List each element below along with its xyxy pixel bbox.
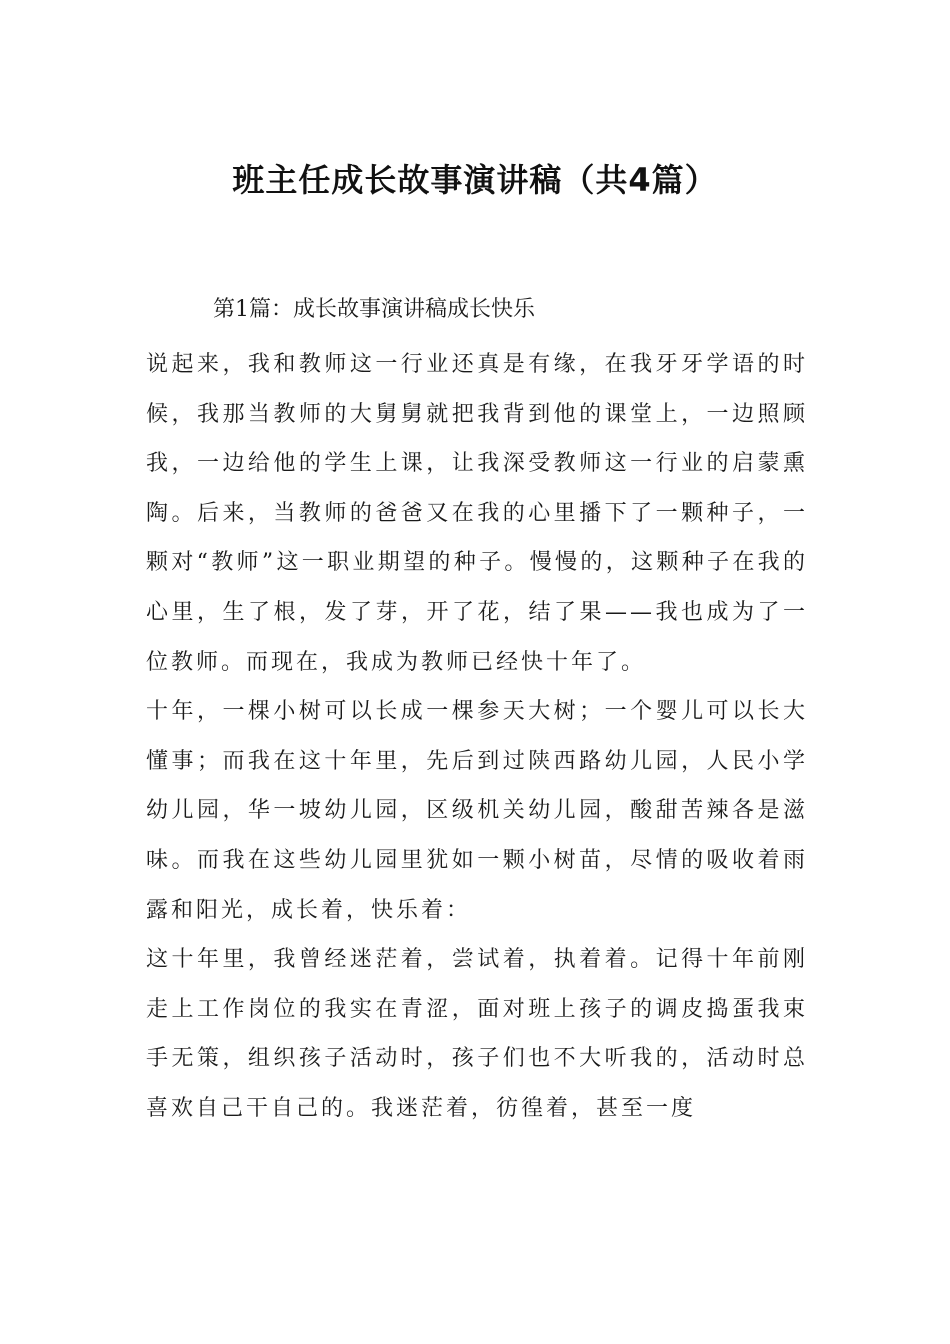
body-paragraph: 这十年里，我曾经迷茫着，尝试着，执着着。记得十年前刚走上工作岗位的我实在青涩，面对班上孩子的调皮捣蛋我束手无策，组织孩子活动时，孩子们也不大听我的，活动时总喜欢自己干自己的。我迷茫着，彷徨着，甚至一度 bbox=[146, 947, 808, 1121]
document-title: 班主任成长故事演讲稿（共4篇） bbox=[232, 161, 718, 199]
document-body bbox=[146, 340, 808, 1134]
section-heading: 第1篇：成长故事演讲稿成长快乐 bbox=[213, 297, 535, 322]
body-paragraph: 十年，一棵小树可以长成一棵参天大树；一个婴儿可以长大懂事；而我在这十年里，先后到过陕西路幼儿园，人民小学幼儿园，华一坡幼儿园，区级机关幼儿园，酸甜苦辣各是滋味。而我在这些幼儿园里犹如一颗小树苗，尽情的吸收着雨露和阳光，成长着，快乐着： bbox=[146, 699, 808, 923]
body-paragraph: 说起来，我和教师这一行业还真是有缘，在我牙牙学语的时候，我那当教师的大舅舅就把我背到他的课堂上，一边照顾我，一边给他的学生上课，让我深受教师这一行业的启蒙熏陶。后来，当教师的爸爸又在我的心里播下了一颗种子，一颗对“教师”这一职业期望的种子。慢慢的，这颗种子在我的心里，生了根，发了芽，开了花，结了果——我也成为了一位教师。而现在，我成为教师已经快十年了。 bbox=[146, 352, 808, 675]
